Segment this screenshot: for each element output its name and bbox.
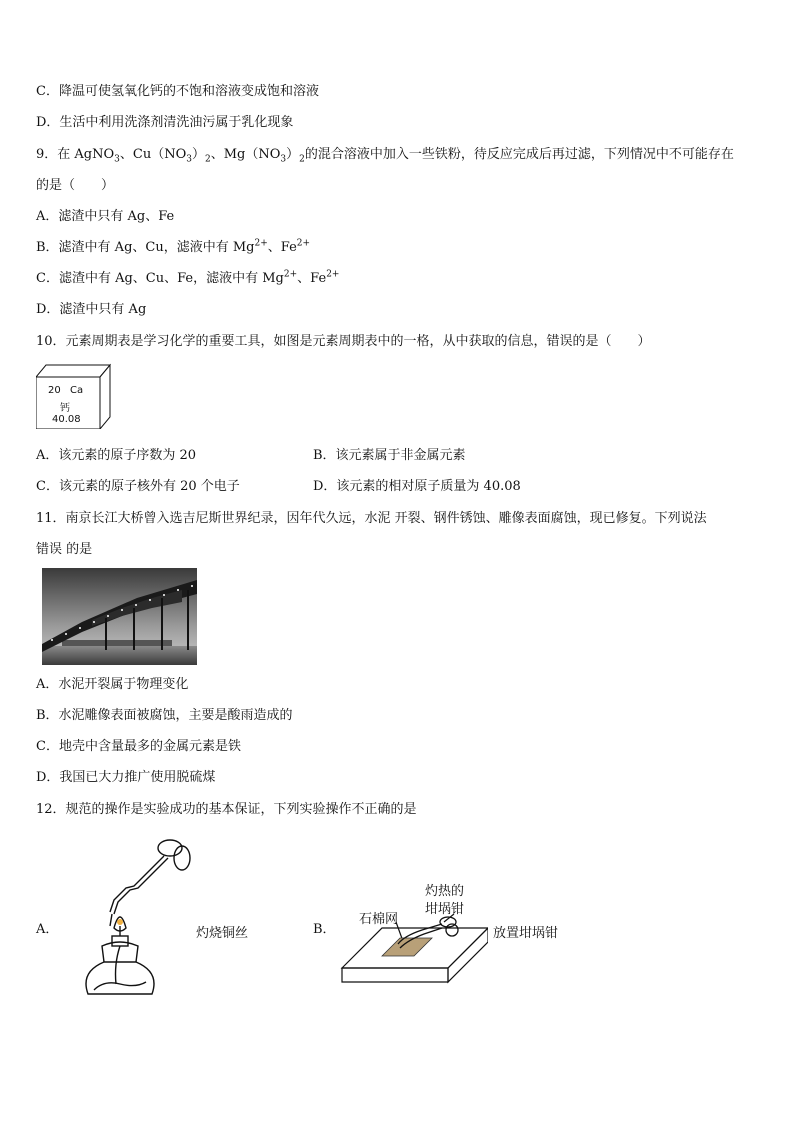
q10-option-d: D．该元素的相对原子质量为 40.08 <box>313 479 521 494</box>
q8-option-c: C．降温可使氢氧化钙的不饱和溶液变成饱和溶液 <box>36 84 319 99</box>
q11-stem: 11．南京长江大桥曾入选吉尼斯世界纪录，因年代久远，水泥 开裂、钢件锈蚀、雕像表面腐蚀，现已修复。下列说法 <box>36 511 707 526</box>
q12-b-label-hot-tongs-2: 坩埚钳 <box>425 902 465 917</box>
q11-option-a: A．水泥开裂属于物理变化 <box>36 677 189 692</box>
alcohol-lamp-icon <box>74 834 194 1022</box>
q9-option-a: A．滤渣中只有 Ag、Fe <box>36 209 175 224</box>
q11-stem-line2: 错误 的是 <box>36 542 93 557</box>
q10-option-a: A．该元素的原子序数为 20 <box>36 448 197 463</box>
q10-option-b: B．该元素属于非金属元素 <box>313 448 466 463</box>
cell-atomic-number: 20 <box>48 385 61 396</box>
q12-b-label-hot-tongs-1: 灼热的 <box>425 884 465 899</box>
q12-option-a-caption: 灼烧铜丝 <box>196 926 249 941</box>
bridge-image-icon <box>42 568 197 665</box>
periodic-table-cell <box>36 363 112 429</box>
q12-option-b-caption: 放置坩埚钳 <box>493 926 559 941</box>
q11-option-d: D．我国已大力推广使用脱硫煤 <box>36 770 216 785</box>
q12-option-b-letter: B． <box>313 922 336 937</box>
q12-stem: 12．规范的操作是实验成功的基本保证，下列实验操作不正确的是 <box>36 802 417 817</box>
bridge-photo <box>42 568 197 665</box>
q11-option-b: B．水泥雕像表面被腐蚀，主要是酸雨造成的 <box>36 708 293 723</box>
alcohol-lamp-figure <box>74 834 194 1022</box>
q9-option-d: D．滤渣中只有 Ag <box>36 302 147 317</box>
q12-b-label-gauze: 石棉网 <box>359 912 399 927</box>
q11-option-c: C．地壳中含量最多的金属元素是铁 <box>36 739 241 754</box>
q8-option-d: D．生活中利用洗涤剂清洗油污属于乳化现象 <box>36 115 294 130</box>
q10-stem: 10．元素周期表是学习化学的重要工具，如图是元素周期表中的一格，从中获取的信息，错误的是（ ） <box>36 334 651 349</box>
cell-mass: 40.08 <box>52 414 81 425</box>
cell-name: 钙 <box>60 403 70 414</box>
q9-option-b: B．滤渣中有 Ag、Cu，滤液中有 $Mg^{2+}$、$Fe^{2+}$ <box>36 238 311 255</box>
q9-option-c: C．滤渣中有 Ag、Cu、Fe，滤液中有 $Mg^{2+}$、$Fe^{2+}$ <box>36 269 340 286</box>
q10-option-c: C．该元素的原子核外有 20 个电子 <box>36 479 240 494</box>
q9-stem: 9．在 AgNO$_3$、$Cu(NO_3)_2$、$Mg(NO_3)_2$的混合溶液中加入一些铁粉，待反应完成后再过滤，下列情况中不可能存在 <box>36 147 734 165</box>
q12-option-a-letter: A． <box>36 922 59 937</box>
q9-stem-line2: 的是（ ） <box>36 178 115 193</box>
cell-symbol: Ca <box>70 385 84 396</box>
